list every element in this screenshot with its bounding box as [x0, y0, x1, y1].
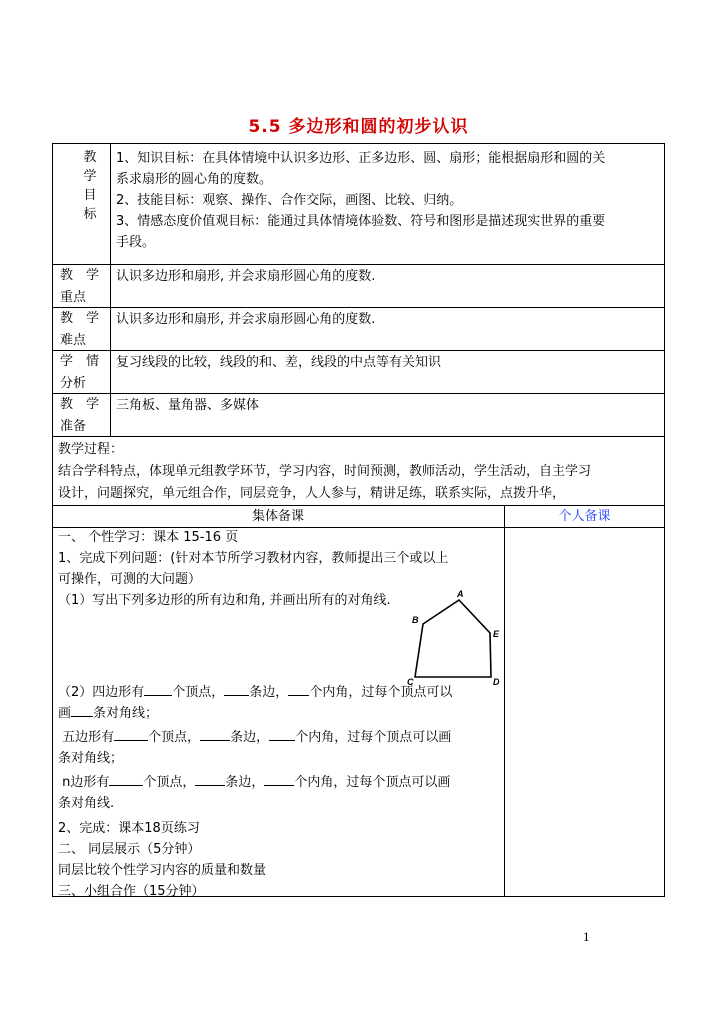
objectives-label: 教 学 目 标 [83, 150, 97, 222]
objectives-content: 1、知识目标：在具体情境中认识多边形、正多边形、圆、扇形；能根据扇形和圆的关 系求扇形的圆心角的度数。 2、技能目标：观察、操作、合作交际，画图、比较、归纳。 3、情感态度价值观目标：能通过具体情境体验数、符号和图形是描述现实世界的重要 手段。 [116, 151, 606, 250]
vertex-b-label: B [412, 615, 419, 625]
collective-body: 一、 个性学习：课本 15-16 页 1、完成下列问题：(针对本节所学习教材内容，教师提出三个或以上 可操作，可测的大问题） （1）写出下列多边形的所有边和角, 并画出所有的对角线. （2）四边形有 个顶点， 条边， 个内角，过每个顶点可以 画 条对角线； 五边形有 个顶点， 条边， 个内角，过每个顶点可以画 条对角线； n边形有 个顶点， 条边， 个内角，过每个顶点可以画 条对角线. 2、完成：课本18页练习 二、 同层展示（5分钟） 同层比较个性学习内容的质量和数量 三、小组合作（15分钟） [58, 527, 502, 902]
key-points-label: 教 学 重点 [60, 268, 100, 305]
vertex-c-label: C [407, 677, 414, 687]
situation-content: 复习线段的比较，线段的和、差，线段的中点等有关知识 [116, 355, 442, 370]
vertex-e-label: E [493, 629, 500, 639]
preparation-content: 三角板、量角器、多媒体 [116, 398, 260, 413]
process-heading: 教学过程： [58, 442, 124, 457]
pentagon-figure [407, 588, 512, 688]
lesson-plan-table [52, 143, 665, 897]
question-3: 五边形有 个顶点， 条边， 个内角，过每个顶点可以画 [58, 727, 502, 748]
page-number: 1 [583, 929, 590, 944]
key-points-content: 认识多边形和扇形, 并会求扇形圆心角的度数. [116, 269, 376, 284]
vertex-a-label: A [457, 589, 464, 599]
question-2: （2）四边形有 个顶点， 条边， 个内角，过每个顶点可以 [58, 682, 502, 703]
personal-header: 个人备课 [558, 509, 611, 524]
difficulties-label: 教 学 难点 [60, 311, 100, 348]
question-1: （1）写出下列多边形的所有边和角, 并画出所有的对角线. [58, 593, 391, 608]
teaching-process: 教学过程： 结合学科特点，体现单元组教学环节，学习内容，时间预测，教师活动，学生活动，自主学习 设计，问题探究，单元组合作，同层竞争，人人参与，精讲足练，联系实际，点拨升华， [58, 439, 662, 505]
collective-header: 集体备课 [251, 509, 304, 524]
difficulties-content: 认识多边形和扇形, 并会求扇形圆心角的度数. [116, 312, 376, 327]
situation-label: 学 情 分析 [60, 354, 100, 391]
vertex-d-label: D [493, 677, 500, 687]
page-title: 5.5 多边形和圆的初步认识 [248, 117, 469, 137]
preparation-label: 教 学 准备 [60, 397, 100, 434]
question-4: n边形有 个顶点， 条边， 个内角，过每个顶点可以画 [58, 772, 502, 793]
